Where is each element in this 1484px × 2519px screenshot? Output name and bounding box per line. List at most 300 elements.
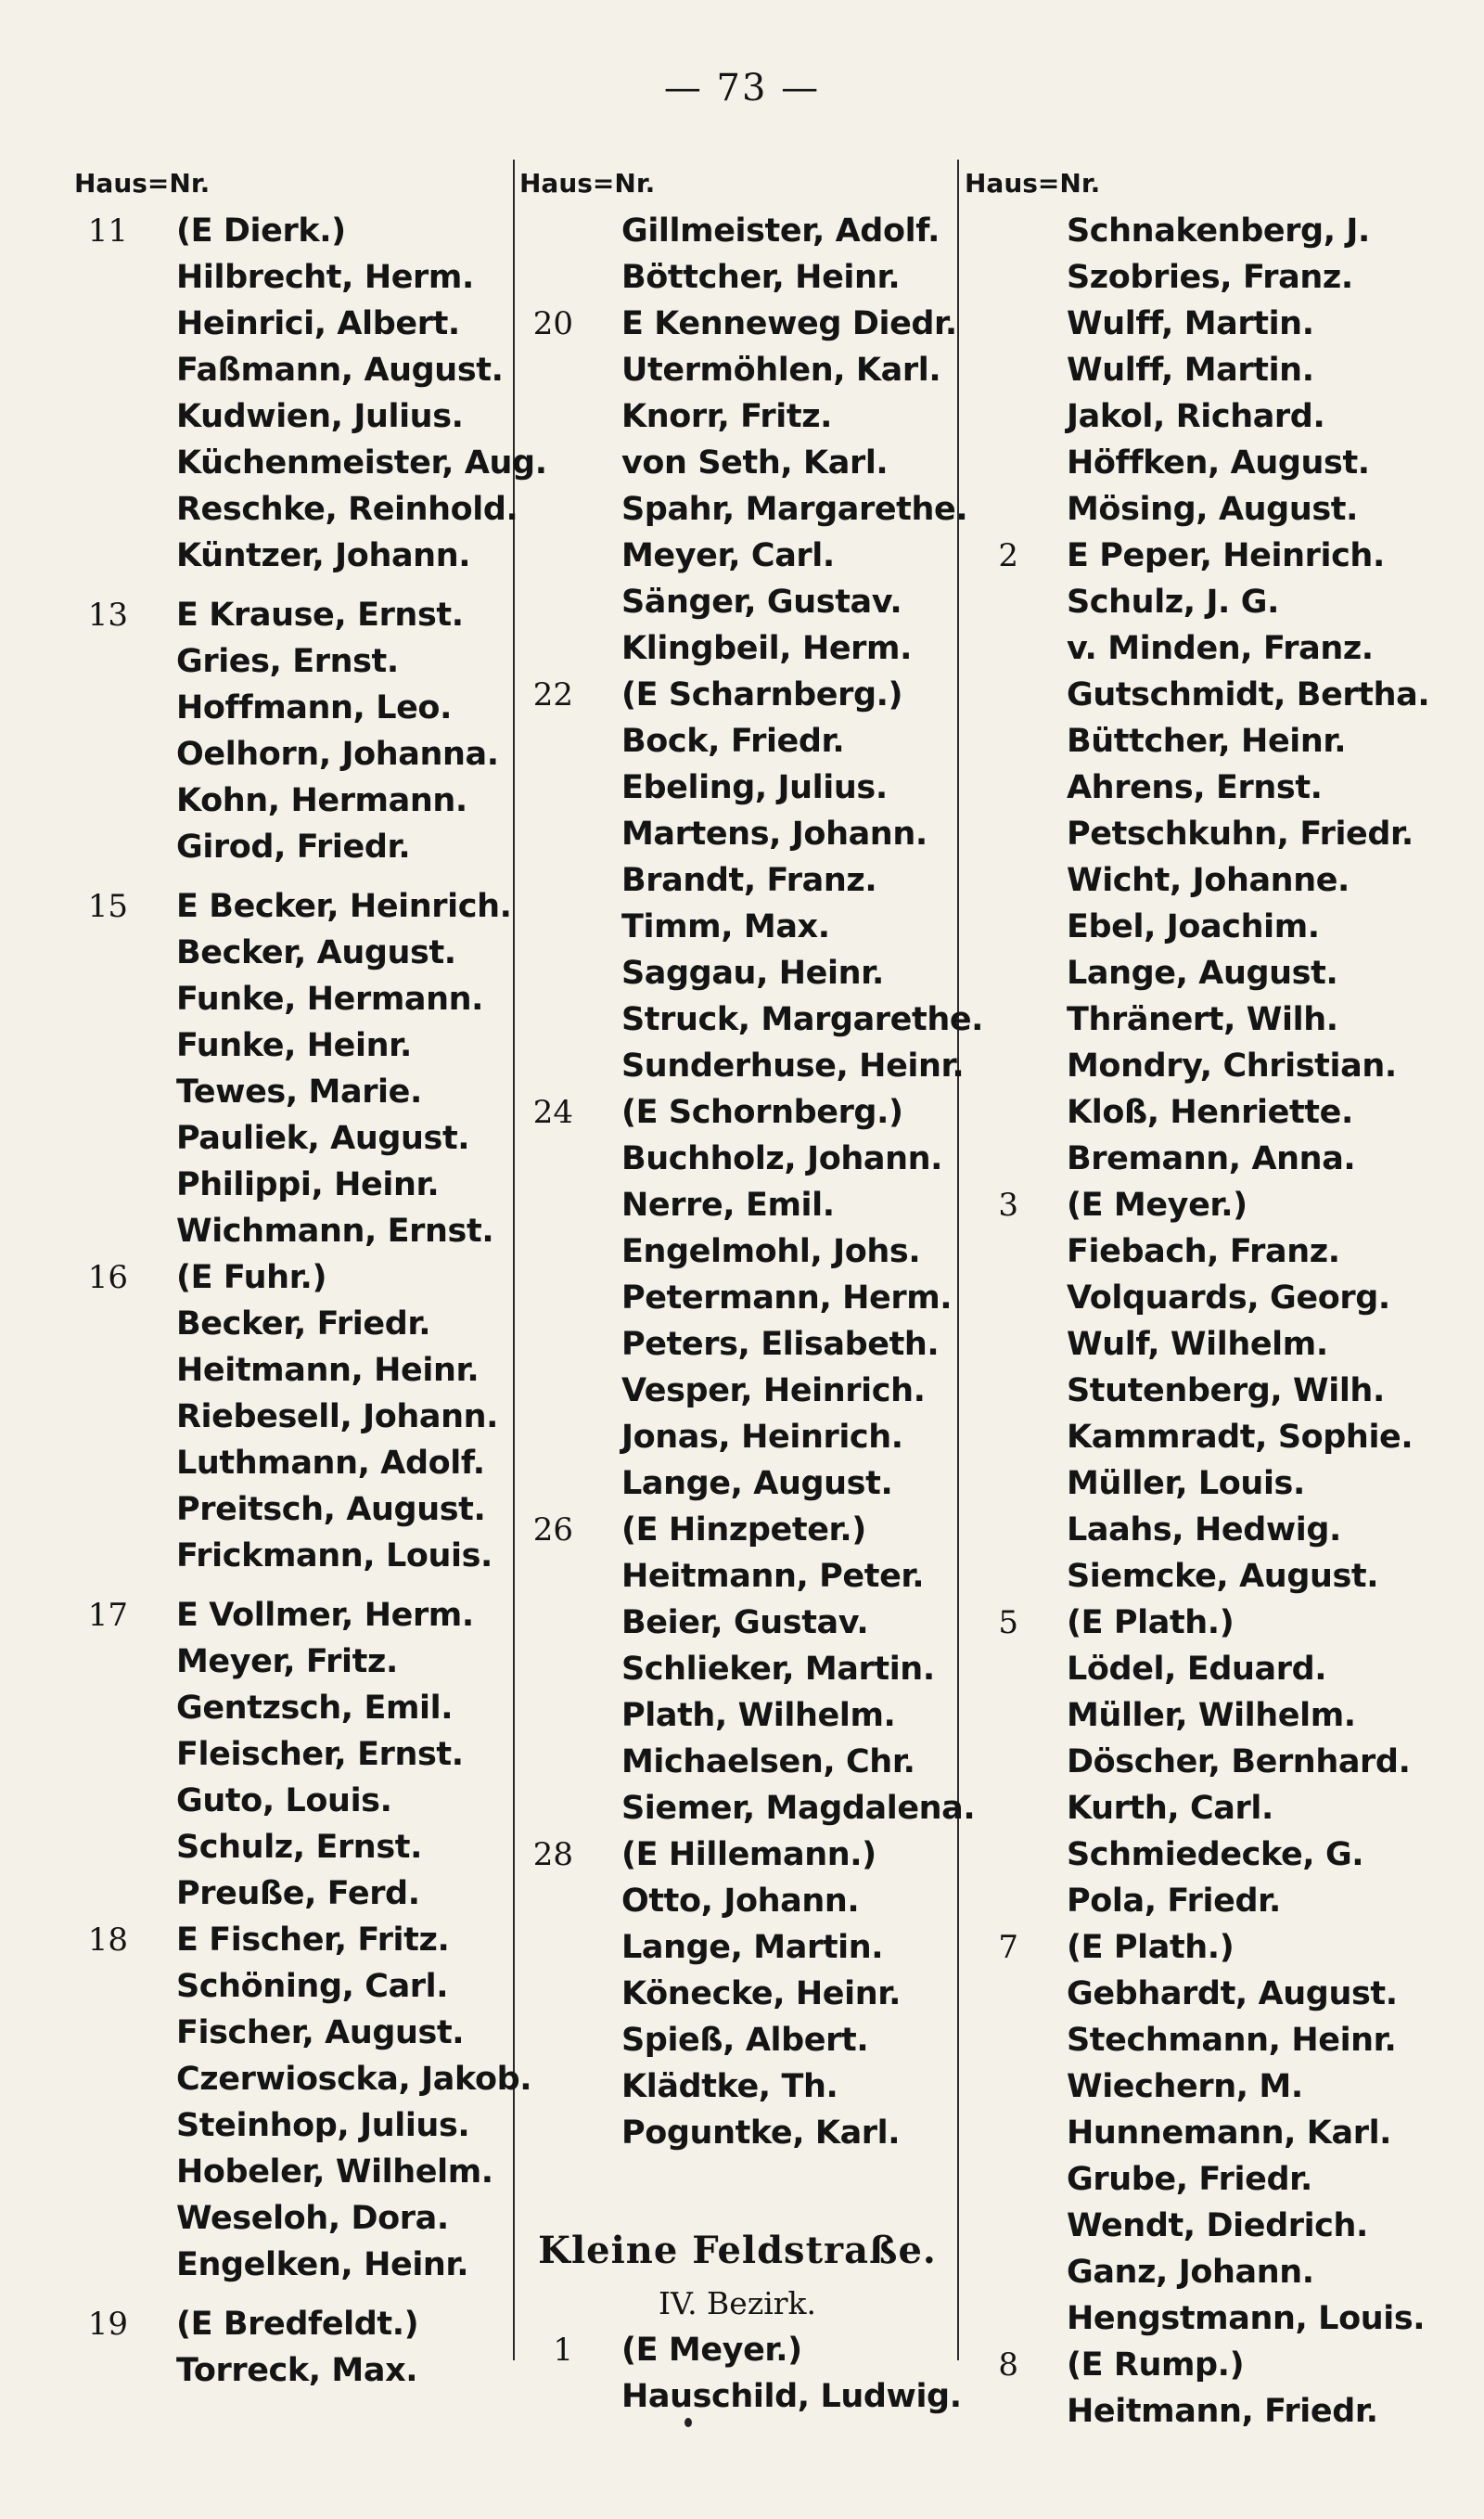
resident-name: Beier, Gustav. <box>621 1604 869 1641</box>
directory-entry <box>519 2110 955 2156</box>
page-number: — 73 — <box>663 67 821 109</box>
resident-name: Meyer, Carl. <box>621 537 835 574</box>
resident-name: Saggau, Heinr. <box>621 955 884 992</box>
resident-name: Funke, Hermann. <box>176 981 484 1018</box>
entry-gap <box>74 579 510 592</box>
resident-name: E Krause, Ernst. <box>176 597 464 634</box>
directory-entry <box>965 625 1428 672</box>
resident-name: Pola, Friedr. <box>1067 1883 1281 1920</box>
directory-entry <box>965 1692 1428 1739</box>
directory-entry <box>74 2102 510 2149</box>
resident-name: Wiechern, M. <box>1067 2068 1303 2105</box>
directory-entry <box>519 2063 955 2110</box>
resident-name: Ahrens, Ernst. <box>1067 769 1323 806</box>
resident-name: Sunderhuse, Heinr. <box>621 1047 965 1085</box>
directory-entry <box>74 301 510 347</box>
resident-name: Sänger, Gustav. <box>621 584 902 621</box>
resident-name: Schmiedecke, G. <box>1067 1836 1364 1873</box>
resident-name: Gebhardt, August. <box>1067 1975 1398 2012</box>
directory-entry <box>965 718 1428 765</box>
column-header: Haus=Nr. <box>519 168 656 199</box>
resident-name: Buchholz, Johann. <box>621 1140 943 1177</box>
directory-entry <box>519 579 955 625</box>
resident-name: Jakol, Richard. <box>1067 398 1325 435</box>
resident-name: E Fischer, Fritz. <box>176 1921 450 1959</box>
directory-entry <box>965 1553 1428 1600</box>
resident-name: Fiebach, Franz. <box>1067 1233 1340 1270</box>
resident-name: Siemcke, August. <box>1067 1558 1379 1595</box>
resident-name: Funke, Heinr. <box>176 1027 412 1064</box>
house-number: 26 <box>532 1511 573 1549</box>
resident-name: Könecke, Heinr. <box>621 1975 902 2012</box>
resident-name: Heinrici, Albert. <box>176 305 460 342</box>
directory-entry <box>965 1043 1428 1089</box>
resident-name: Böttcher, Heinr. <box>621 259 901 296</box>
resident-name: Preitsch, August. <box>176 1491 486 1528</box>
directory-entry <box>519 1646 955 1692</box>
directory-entry <box>965 1275 1428 1321</box>
resident-name: Spieß, Albert. <box>621 2022 869 2059</box>
directory-entry <box>519 1553 955 1600</box>
resident-name: Spahr, Margarethe. <box>621 491 968 528</box>
directory-entry <box>965 393 1428 440</box>
directory-entry <box>965 440 1428 486</box>
directory-entry <box>965 2156 1428 2203</box>
resident-name: Tewes, Marie. <box>176 1073 422 1111</box>
resident-name: Petermann, Herm. <box>621 1279 953 1317</box>
resident-name: Philippi, Heinr. <box>176 1166 440 1203</box>
directory-entry <box>74 592 510 638</box>
house-number: 20 <box>532 305 573 342</box>
resident-name: v. Minden, Franz. <box>1067 630 1374 667</box>
resident-name: Wendt, Diedrich. <box>1067 2207 1368 2244</box>
resident-name: Hengstmann, Louis. <box>1067 2300 1426 2337</box>
resident-name: Stechmann, Heinr. <box>1067 2022 1397 2059</box>
resident-name: Lödel, Eduard. <box>1067 1651 1327 1688</box>
directory-entry <box>519 811 955 857</box>
directory-entry <box>74 1870 510 1917</box>
resident-name: Schlieker, Martin. <box>621 1651 935 1688</box>
resident-name: Steinhop, Julius. <box>176 2107 470 2144</box>
directory-entry <box>74 2056 532 2102</box>
resident-name: (E Hinzpeter.) <box>621 1511 866 1549</box>
directory-entry <box>519 1739 955 1785</box>
directory-entry <box>519 1136 955 1182</box>
directory-entry <box>519 1368 955 1414</box>
resident-name: (E Plath.) <box>1067 1604 1235 1641</box>
directory-entry <box>519 533 955 579</box>
resident-name: Wulff, Martin. <box>1067 352 1314 389</box>
street-heading: Kleine Feldstraße. <box>538 2229 937 2272</box>
resident-name: Volquards, Georg. <box>1067 1279 1390 1317</box>
column-header: Haus=Nr. <box>965 168 1101 199</box>
directory-entry <box>519 950 955 996</box>
directory-entry <box>74 2347 510 2394</box>
house-number: 22 <box>532 676 573 713</box>
directory-entry <box>74 1115 510 1162</box>
resident-name: Meyer, Fritz. <box>176 1643 398 1680</box>
house-number: 2 <box>998 537 1018 574</box>
directory-entry <box>965 1878 1428 1924</box>
column-3 <box>965 160 1430 2430</box>
directory-entry <box>519 301 955 347</box>
directory-entry <box>965 1785 1428 1831</box>
directory-entry <box>519 1507 955 1553</box>
house-number: 17 <box>87 1597 128 1634</box>
directory-entry <box>74 1533 510 1579</box>
resident-name: Kohn, Hermann. <box>176 782 467 819</box>
resident-name: Höffken, August. <box>1067 444 1370 482</box>
resident-name: Heitmann, Peter. <box>621 1558 925 1595</box>
directory-entry <box>74 1685 510 1731</box>
directory-entry <box>965 1831 1428 1878</box>
directory-entry <box>74 254 510 301</box>
directory-entry <box>74 685 510 731</box>
directory-entry <box>965 996 1428 1043</box>
resident-name: Grube, Friedr. <box>1067 2161 1312 2198</box>
resident-name: Timm, Max. <box>621 908 830 945</box>
directory-entry <box>74 533 510 579</box>
directory-entry <box>519 996 984 1043</box>
resident-name: E Becker, Heinrich. <box>176 888 512 925</box>
resident-name: Küchenmeister, Aug. <box>176 444 547 482</box>
resident-name: Büttcher, Heinr. <box>1067 723 1347 760</box>
directory-entry <box>519 904 955 950</box>
directory-entry <box>519 254 955 301</box>
directory-entry <box>519 1321 955 1368</box>
resident-name: Torreck, Max. <box>176 2352 418 2389</box>
resident-name: Riebesell, Johann. <box>176 1398 499 1435</box>
directory-entry <box>965 2110 1428 2156</box>
directory-entry <box>965 1368 1428 1414</box>
directory-entry <box>965 533 1428 579</box>
resident-name: Engelmohl, Johs. <box>621 1233 921 1270</box>
directory-entry <box>74 1069 510 1115</box>
resident-name: Schulz, Ernst. <box>176 1829 422 1866</box>
directory-entry <box>74 2010 510 2056</box>
resident-name: Hunnemann, Karl. <box>1067 2114 1392 2152</box>
directory-entry <box>519 625 955 672</box>
resident-name: Struck, Margarethe. <box>621 1001 984 1038</box>
directory-entry <box>519 718 955 765</box>
resident-name: Küntzer, Johann. <box>176 537 471 574</box>
directory-entry <box>965 904 1428 950</box>
directory-entry <box>965 486 1428 533</box>
directory-entry <box>519 208 955 254</box>
resident-name: Wulf, Wilhelm. <box>1067 1326 1328 1363</box>
resident-name: Schöning, Carl. <box>176 1968 449 2005</box>
house-number: 16 <box>87 1259 128 1296</box>
resident-name: Jonas, Heinrich. <box>621 1419 903 1456</box>
resident-name: Gries, Ernst. <box>176 643 399 680</box>
resident-name: Lange, August. <box>1067 955 1338 992</box>
directory-entry <box>519 2373 962 2420</box>
directory-entry <box>74 1963 510 2010</box>
resident-name: Gillmeister, Adolf. <box>621 212 940 250</box>
resident-name: Petschkuhn, Friedr. <box>1067 816 1414 853</box>
entry-list <box>965 208 1428 2435</box>
column-2 <box>519 160 984 2423</box>
resident-name: Siemer, Magdalena. <box>621 1790 976 1827</box>
directory-entry <box>965 254 1428 301</box>
directory-entry <box>74 778 510 824</box>
directory-entry <box>74 1731 510 1778</box>
directory-entry <box>74 883 510 930</box>
directory-entry <box>519 1785 976 1831</box>
house-number: 15 <box>87 888 128 925</box>
resident-name: Gentzsch, Emil. <box>176 1690 454 1727</box>
resident-name: Hilbrecht, Herm. <box>176 259 474 296</box>
resident-name: Ebel, Joachim. <box>1067 908 1320 945</box>
directory-entry <box>74 1254 510 1301</box>
resident-name: Schulz, J. G. <box>1067 584 1279 621</box>
resident-name: Peters, Elisabeth. <box>621 1326 940 1363</box>
resident-name: Lange, August. <box>621 1465 893 1502</box>
directory-entry <box>74 1394 510 1440</box>
column-header: Haus=Nr. <box>74 168 211 199</box>
directory-entry <box>74 1347 510 1394</box>
resident-name: Vesper, Heinrich. <box>621 1372 926 1409</box>
entry-gap <box>74 2288 510 2301</box>
resident-name: Pauliek, August. <box>176 1120 470 1157</box>
directory-entry <box>965 2203 1428 2249</box>
directory-entry <box>965 1739 1428 1785</box>
house-number: 28 <box>532 1836 573 1873</box>
directory-entry <box>74 1440 510 1486</box>
resident-name: Becker, August. <box>176 934 456 971</box>
resident-name: Bock, Friedr. <box>621 723 845 760</box>
resident-name: Stutenberg, Wilh. <box>1067 1372 1385 1409</box>
resident-name: E Kenneweg Diedr. <box>621 305 957 342</box>
district-heading: IV. Bezirk. <box>658 2285 817 2321</box>
house-number: 11 <box>87 212 128 250</box>
resident-name: Klingbeil, Herm. <box>621 630 913 667</box>
resident-name: Martens, Johann. <box>621 816 928 853</box>
resident-name: Gutschmidt, Bertha. <box>1067 676 1430 713</box>
resident-name: Utermöhlen, Karl. <box>621 352 941 389</box>
directory-entry <box>519 393 955 440</box>
resident-name: (E Schornberg.) <box>621 1094 903 1131</box>
resident-name: Knorr, Fritz. <box>621 398 833 435</box>
resident-name: (E Plath.) <box>1067 1929 1235 1966</box>
resident-name: Mondry, Christian. <box>1067 1047 1397 1085</box>
directory-entry <box>519 1971 955 2017</box>
resident-name: (E Meyer.) <box>621 2332 802 2369</box>
directory-entry <box>519 1275 955 1321</box>
directory-entry <box>74 731 510 778</box>
directory-entry <box>965 1600 1428 1646</box>
directory-entry <box>74 208 510 254</box>
directory-entry <box>965 1228 1428 1275</box>
directory-entry <box>519 857 955 904</box>
house-number: 1 <box>553 2332 573 2369</box>
directory-entry <box>965 2249 1428 2295</box>
directory-entry <box>519 1089 955 1136</box>
resident-name: Nerre, Emil. <box>621 1187 835 1224</box>
directory-entry <box>74 440 547 486</box>
resident-name: Fleischer, Ernst. <box>176 1736 464 1773</box>
directory-entry <box>519 2017 955 2063</box>
directory-entry <box>519 1414 955 1460</box>
directory-entry <box>965 1924 1428 1971</box>
resident-name: (E Fuhr.) <box>176 1259 327 1296</box>
directory-entry <box>965 672 1428 718</box>
resident-name: Szobries, Franz. <box>1067 259 1353 296</box>
resident-name: Müller, Wilhelm. <box>1067 1697 1356 1734</box>
directory-entry <box>519 1228 955 1275</box>
directory-entry <box>74 486 518 533</box>
directory-entry <box>74 1301 510 1347</box>
directory-entry <box>74 2301 510 2347</box>
directory-entry <box>965 347 1428 393</box>
resident-name: Klädtke, Th. <box>621 2068 838 2105</box>
directory-entry <box>965 857 1428 904</box>
directory-entry <box>74 1824 510 1870</box>
resident-name: Oelhorn, Johanna. <box>176 736 499 773</box>
directory-entry <box>965 1507 1428 1553</box>
directory-entry <box>965 579 1428 625</box>
resident-name: Heitmann, Friedr. <box>1067 2393 1378 2430</box>
directory-entry <box>965 301 1428 347</box>
directory-entry <box>74 930 510 976</box>
directory-entry <box>74 393 510 440</box>
house-number: 5 <box>998 1604 1018 1641</box>
directory-entry <box>965 2388 1428 2435</box>
directory-entry <box>74 1486 510 1533</box>
resident-name: Kudwien, Julius. <box>176 398 464 435</box>
ink-dot <box>684 2418 692 2427</box>
directory-entry <box>965 1646 1428 1692</box>
directory-entry <box>519 2327 955 2373</box>
resident-name: Reschke, Reinhold. <box>176 491 518 528</box>
resident-name: Guto, Louis. <box>176 1782 392 1819</box>
resident-name: Frickmann, Louis. <box>176 1537 493 1574</box>
resident-name: Preuße, Ferd. <box>176 1875 420 1912</box>
resident-name: Otto, Johann. <box>621 1883 860 1920</box>
directory-entry <box>965 1089 1428 1136</box>
directory-entry <box>74 1592 510 1639</box>
resident-name: Lange, Martin. <box>621 1929 884 1966</box>
resident-name: Faßmann, August. <box>176 352 504 389</box>
directory-entry <box>519 440 955 486</box>
resident-name: Thränert, Wilh. <box>1067 1001 1338 1038</box>
resident-name: Hoffmann, Leo. <box>176 689 452 726</box>
resident-name: Kammradt, Sophie. <box>1067 1419 1414 1456</box>
resident-name: (E Rump.) <box>1067 2346 1245 2384</box>
resident-name: Czerwioscka, Jakob. <box>176 2061 532 2098</box>
resident-name: Kurth, Carl. <box>1067 1790 1273 1827</box>
resident-name: Brandt, Franz. <box>621 862 877 899</box>
directory-entry <box>965 2342 1428 2388</box>
directory-entry <box>519 1878 955 1924</box>
resident-name: Michaelsen, Chr. <box>621 1743 915 1780</box>
directory-entry <box>965 2295 1428 2342</box>
resident-name: E Vollmer, Herm. <box>176 1597 474 1634</box>
resident-name: Becker, Friedr. <box>176 1305 431 1343</box>
directory-entry <box>74 1162 510 1208</box>
entry-gap <box>74 1579 510 1592</box>
entry-list <box>74 208 547 2394</box>
resident-name: Kloß, Henriette. <box>1067 1094 1353 1131</box>
directory-entry <box>74 347 510 393</box>
directory-entry <box>965 1414 1428 1460</box>
resident-name: Bremann, Anna. <box>1067 1140 1356 1177</box>
resident-name: (E Scharnberg.) <box>621 676 903 713</box>
resident-name: Döscher, Bernhard. <box>1067 1743 1411 1780</box>
directory-entry <box>74 638 510 685</box>
resident-name: (E Bredfeldt.) <box>176 2306 419 2343</box>
resident-name: Engelken, Heinr. <box>176 2246 469 2283</box>
directory-entry <box>519 1043 965 1089</box>
directory-entry <box>519 765 955 811</box>
directory-entry <box>519 1460 955 1507</box>
directory-entry <box>519 486 968 533</box>
entry-list <box>519 208 984 2156</box>
resident-name: Heitmann, Heinr. <box>176 1352 480 1389</box>
directory-entry <box>519 1692 955 1739</box>
directory-entry <box>965 811 1428 857</box>
directory-entry <box>519 1831 955 1878</box>
entry-gap <box>74 870 510 883</box>
directory-entry <box>519 1182 955 1228</box>
resident-name: (E Meyer.) <box>1067 1187 1247 1224</box>
resident-name: Hauschild, Ludwig. <box>621 2378 962 2415</box>
directory-entry <box>519 1924 955 1971</box>
resident-name: E Peper, Heinrich. <box>1067 537 1385 574</box>
directory-entry <box>519 347 955 393</box>
house-number: 18 <box>87 1921 128 1959</box>
directory-entry <box>965 1460 1428 1507</box>
resident-name: Plath, Wilhelm. <box>621 1697 896 1734</box>
resident-name: Mösing, August. <box>1067 491 1358 528</box>
directory-entry <box>74 1208 510 1254</box>
resident-name: (E Hillemann.) <box>621 1836 876 1873</box>
house-number: 19 <box>87 2306 128 2343</box>
resident-name: Girod, Friedr. <box>176 829 411 866</box>
resident-name: Luthmann, Adolf. <box>176 1445 485 1482</box>
directory-entry <box>965 1321 1428 1368</box>
entry-list <box>519 2327 962 2420</box>
house-number: 13 <box>87 597 128 634</box>
resident-name: Müller, Louis. <box>1067 1465 1305 1502</box>
directory-entry <box>965 208 1428 254</box>
resident-name: Weseloh, Dora. <box>176 2200 449 2237</box>
resident-name: Ganz, Johann. <box>1067 2254 1314 2291</box>
resident-name: Fischer, August. <box>176 2014 465 2051</box>
directory-entry <box>519 1600 955 1646</box>
resident-name: Ebeling, Julius. <box>621 769 888 806</box>
directory-entry <box>74 1778 510 1824</box>
directory-entry <box>965 765 1428 811</box>
house-number: 24 <box>532 1094 573 1131</box>
resident-name: (E Dierk.) <box>176 212 346 250</box>
directory-entry <box>74 1022 510 1069</box>
resident-name: Poguntke, Karl. <box>621 2114 901 2152</box>
directory-entry <box>965 1971 1428 2017</box>
spacer <box>519 2156 955 2221</box>
resident-name: Schnakenberg, J. <box>1067 212 1370 250</box>
directory-entry <box>74 1917 510 1963</box>
directory-entry <box>965 2017 1428 2063</box>
directory-entry <box>965 950 1428 996</box>
directory-entry <box>74 2195 510 2242</box>
directory-entry <box>519 672 955 718</box>
directory-entry <box>74 824 510 870</box>
resident-name: Wichmann, Ernst. <box>176 1213 494 1250</box>
directory-entry <box>965 1136 1428 1182</box>
directory-entry <box>965 2063 1428 2110</box>
resident-name: von Seth, Karl. <box>621 444 889 482</box>
